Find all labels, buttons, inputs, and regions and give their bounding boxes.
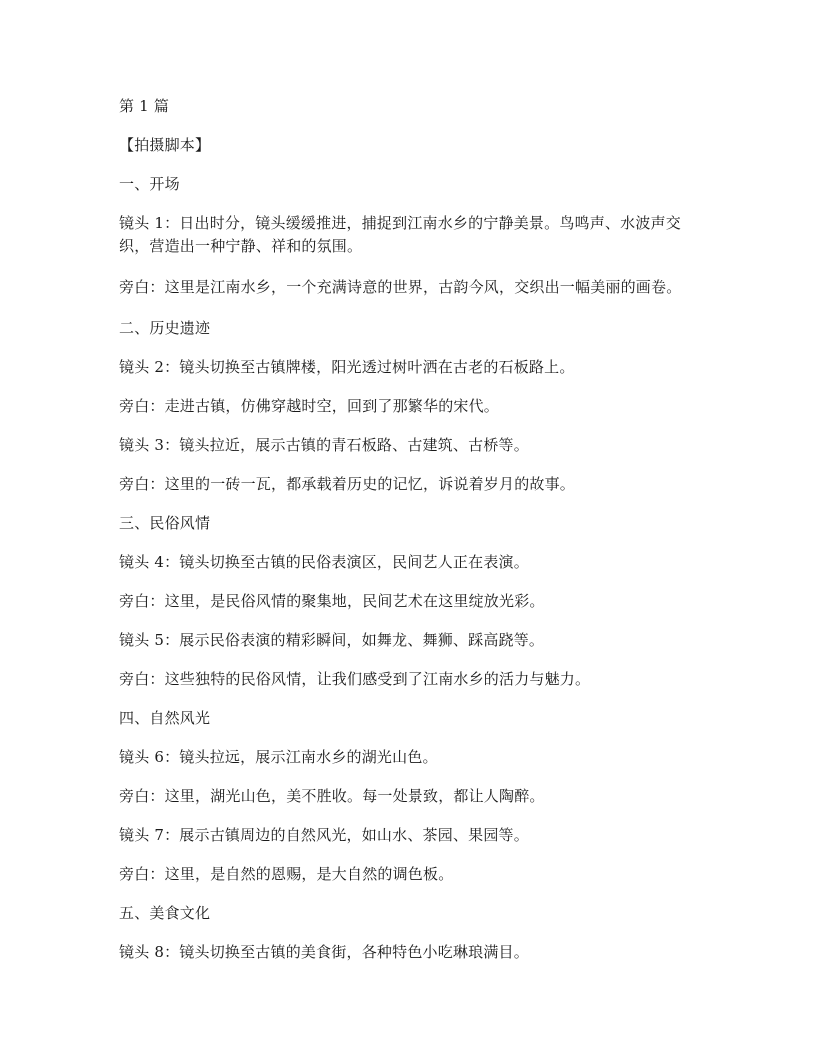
narration-paragraph: 旁白：这里是江南水乡，一个充满诗意的世界，古韵今风，交织出一幅美丽的画卷。 (119, 278, 682, 296)
shot-paragraph: 镜头 7：展示古镇周边的自然风光，如山水、茶园、果园等。 (119, 826, 529, 844)
shot-paragraph: 镜头 8：镜头切换至古镇的美食街，各种特色小吃琳琅满目。 (119, 943, 529, 961)
narration-paragraph: 旁白：这里，是民俗风情的聚集地，民间艺术在这里绽放光彩。 (119, 592, 545, 610)
narration-paragraph: 旁白：这些独特的民俗风情，让我们感受到了江南水乡的活力与魅力。 (119, 670, 591, 688)
shot-paragraph: 镜头 4：镜头切换至古镇的民俗表演区，民间艺人正在表演。 (119, 553, 529, 571)
section-heading-folk: 三、民俗风情 (119, 514, 211, 532)
section-heading-food: 五、美食文化 (119, 904, 211, 922)
document-title: 第 1 篇 (119, 97, 170, 115)
shot-paragraph: 镜头 3：镜头拉近，展示古镇的青石板路、古建筑、古桥等。 (119, 436, 529, 454)
narration-paragraph: 旁白：这里，是自然的恩赐，是大自然的调色板。 (119, 865, 454, 883)
narration-paragraph: 旁白：这里的一砖一瓦，都承载着历史的记忆，诉说着岁月的故事。 (119, 475, 576, 493)
shot-paragraph: 镜头 2：镜头切换至古镇牌楼，阳光透过树叶洒在古老的石板路上。 (119, 358, 575, 376)
shot-paragraph: 镜头 1：日出时分，镜头缓缓推进，捕捉到江南水乡的宁静美景。鸟鸣声、水波声交织，营造出一种宁静、祥和的氛围。 (119, 214, 681, 255)
document-body (119, 95, 697, 980)
section-heading-history: 二、历史遗迹 (119, 319, 211, 337)
shot-paragraph: 镜头 6：镜头拉远，展示江南水乡的湖光山色。 (119, 748, 438, 766)
section-heading-nature: 四、自然风光 (119, 709, 211, 727)
section-label-script: 【拍摄脚本】 (119, 136, 211, 154)
shot-paragraph: 镜头 5：展示民俗表演的精彩瞬间，如舞龙、舞狮、踩高跷等。 (119, 631, 545, 649)
section-heading-opening: 一、开场 (119, 175, 180, 193)
narration-paragraph: 旁白：这里，湖光山色，美不胜收。每一处景致，都让人陶醉。 (119, 787, 545, 805)
narration-paragraph: 旁白：走进古镇，仿佛穿越时空，回到了那繁华的宋代。 (119, 397, 500, 415)
